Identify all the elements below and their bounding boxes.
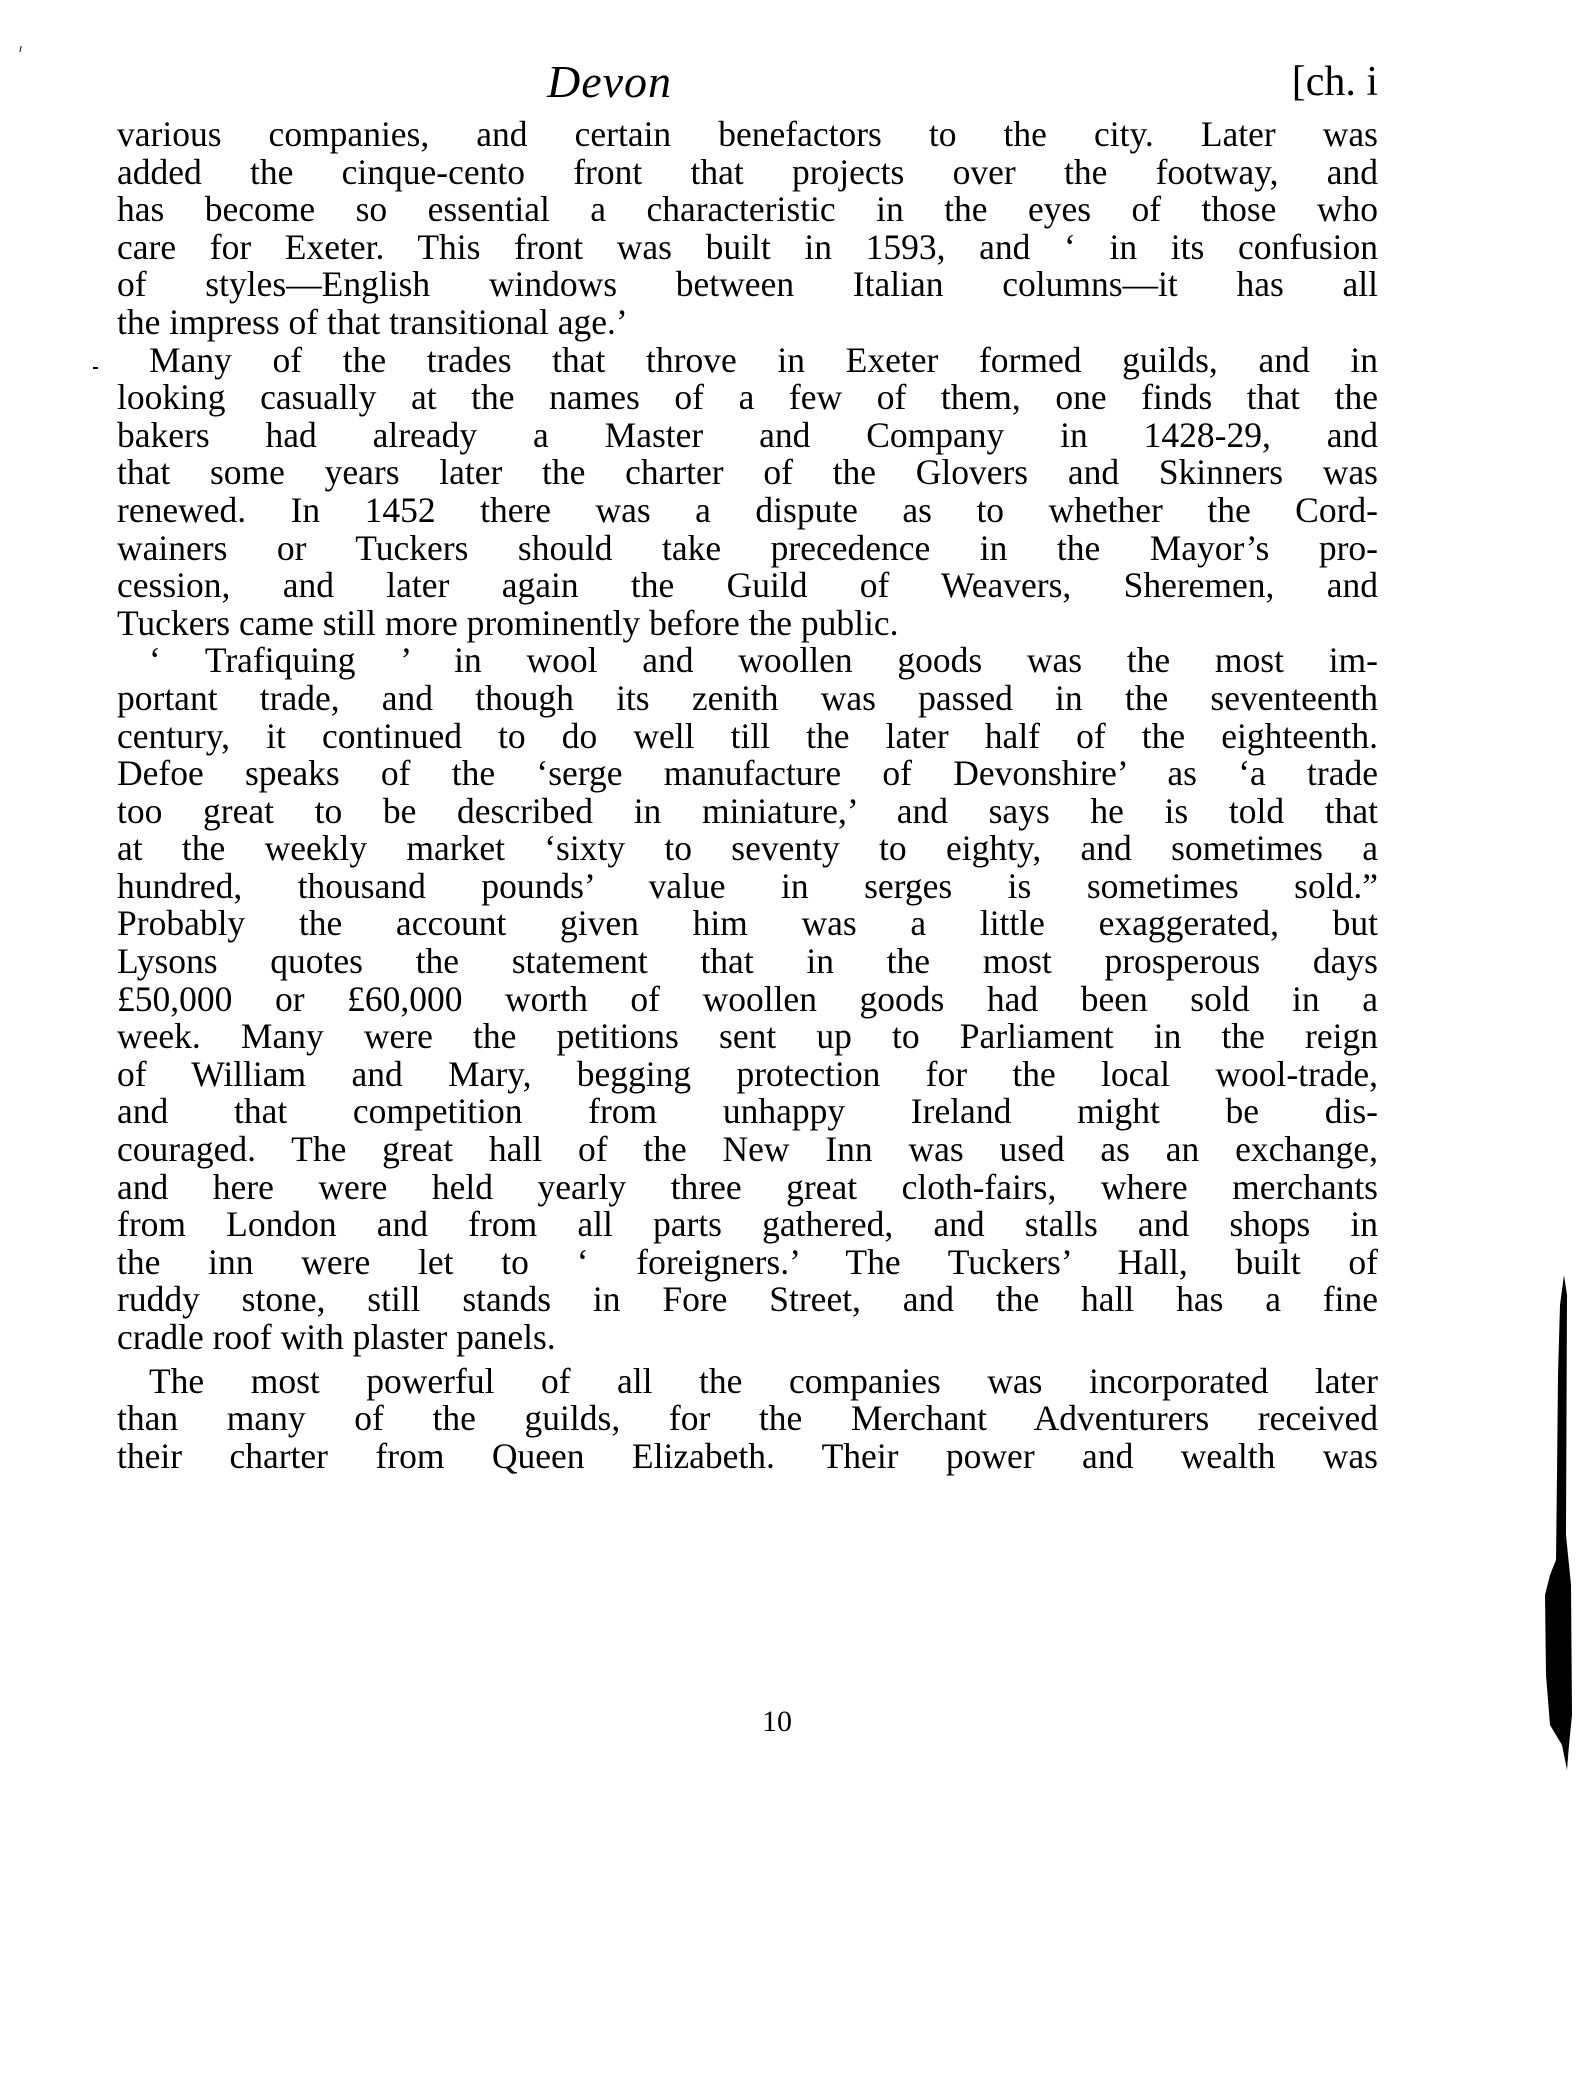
text-line: the impress of that transitional age.’ [117,301,628,342]
text-line: The most powerful of all the companies was incorporated later [149,1360,1378,1401]
text-line: various companies, and certain benefactors to the city. Later was [117,114,1378,154]
body-text [117,116,1378,1475]
text-line: week. Many were the petitions sent up to Parliament in the reign [117,1016,1378,1057]
page-number-text: 10 [762,1705,792,1738]
text-line: century, it continued to do well till the later half of the eighteenth. [117,715,1378,756]
text-line: wainers or Tuckers should take precedence in the Mayor’s pro- [117,527,1378,568]
text-line: Tuckers came still more prominently before the public. [117,602,899,643]
text-line: care for Exeter. This front was built in 1593, and ‘ in its confusion [117,226,1378,267]
text-line: at the weekly market ‘sixty to seventy to eighty, and sometimes a [117,828,1378,869]
text-line: portant trade, and though its zenith was passed in the seventeenth [117,677,1378,718]
text-line: ruddy stone, still stands in Fore Street, and the hall has a fine [117,1279,1378,1320]
text-line: ‘ Trafiquing ’ in wool and woollen goods was the most im- [149,640,1378,681]
text-line: bakers had already a Master and Company in 1428-29, and [117,414,1378,455]
text-line: cradle roof with plaster panels. [117,1317,556,1357]
text-line: Lysons quotes the statement that in the most prosperous days [117,941,1378,982]
text-line: has become so essential a characteristic in the eyes of those who [117,189,1378,230]
text-line: Defoe speaks of the ‘serge manufacture of Devonshire’ as ‘a trade [117,753,1378,794]
scan-speck [19,46,21,52]
paragraph [117,339,1378,643]
text-line: added the cinque-cento front that projects over the footway, and [117,151,1378,192]
running-title: Devon [547,56,673,107]
text-line: couraged. The great hall of the New Inn was used as an exchange, [117,1129,1378,1170]
text-line: from London and from all parts gathered, and stalls and shops in [117,1204,1378,1245]
running-head [115,52,1378,112]
scan-speck [93,367,98,369]
text-line: than many of the guilds, for the Merchant Adventurers received [117,1398,1378,1439]
text-line: hundred, thousand pounds’ value in serges is sometimes sold.” [117,865,1378,906]
text-line: the inn were let to ‘ foreigners.’ The Tuckers’ Hall, built of [117,1241,1378,1282]
paragraph [117,642,1378,1356]
text-line: of William and Mary, begging protection for the local wool-trade, [117,1053,1378,1094]
text-line: too great to be described in miniature,’ and says he is told that [117,790,1378,831]
text-line: looking casually at the names of a few of them, one finds that the [117,377,1378,418]
text-line: their charter from Queen Elizabeth. Their power and wealth was [117,1435,1378,1476]
text-line: and here were held yearly three great cloth-fairs, where merchants [117,1166,1378,1207]
text-line: cession, and later again the Guild of Weavers, Sheremen, and [117,565,1378,606]
text-line: renewed. In 1452 there was a dispute as to whether the Cord- [117,489,1378,530]
paragraph [117,1360,1378,1476]
text-line: £50,000 or £60,000 worth of woollen goods had been sold in a [117,978,1378,1019]
page-number [0,1702,1594,1742]
text-line: of styles—English windows between Italian columns—it has all [117,264,1378,305]
text-line: Probably the account given him was a little exaggerated, but [117,903,1378,944]
binding-shadow-artifact [1540,1275,1574,1770]
text-line: and that competition from unhappy Ireland might be dis- [117,1091,1378,1132]
paragraph [117,116,1378,342]
text-line: that some years later the charter of the Glovers and Skinners was [117,452,1378,493]
text-line: Many of the trades that throve in Exeter formed guilds, and in [149,339,1378,380]
chapter-reference: [ch. i [1291,59,1378,105]
